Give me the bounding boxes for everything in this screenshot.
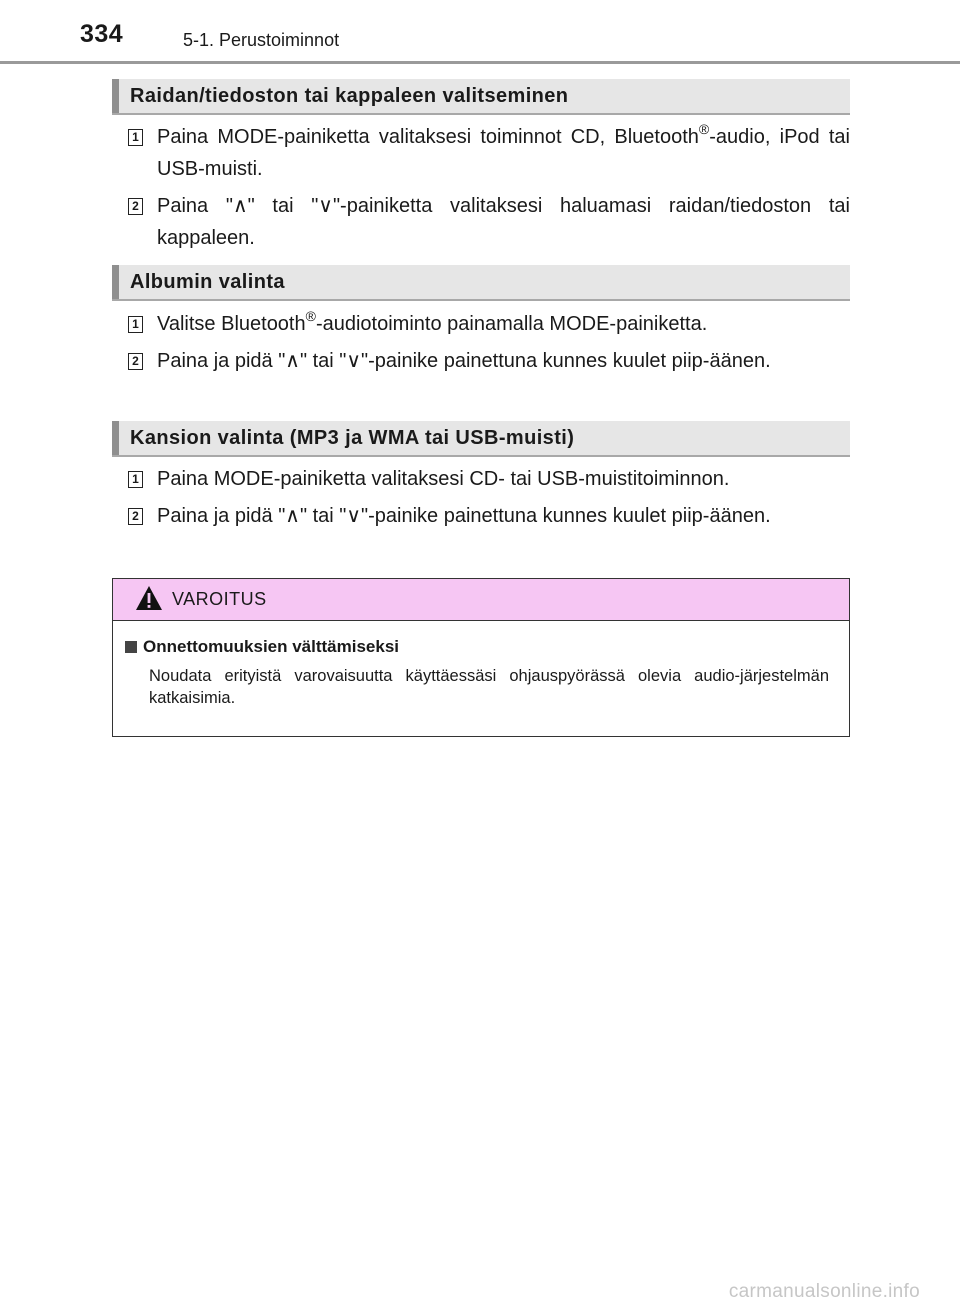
section-track-selection [112, 79, 850, 254]
step-item [128, 500, 850, 532]
square-bullet-icon [125, 641, 137, 653]
section-heading [112, 265, 850, 301]
step-text: Paina MODE-painiketta valitaksesi CD- tai USB-muistitoiminnon. [157, 468, 730, 490]
step-item [128, 345, 850, 377]
chapter-title: 5-1. Perustoiminnot [183, 30, 340, 50]
warning-item-title [125, 637, 829, 657]
section-album-selection [112, 265, 850, 377]
step-text: Paina "∧" tai "∨"-painiketta valitaksesi haluamasi raidan/tiedoston tai kappaleen. [157, 195, 850, 249]
footer-watermark-url: carmanualsonline.info [728, 1281, 920, 1302]
registered-mark: ® [698, 121, 710, 137]
step-number: 2 [128, 198, 143, 215]
page-header [0, 0, 960, 60]
page-number: 334 [80, 20, 124, 48]
step-number: 1 [128, 129, 143, 146]
step-number: 2 [128, 353, 143, 370]
section-heading-text: Albumin valinta [130, 271, 285, 293]
step-item [128, 463, 850, 495]
step-text: Paina ja pidä "∧" tai "∨"-painike painettuna kunnes kuulet piip-äänen. [157, 350, 771, 372]
warning-text: Noudata erityistä varovaisuutta käyttäessäsi ohjauspyörässä olevia audio-järjestelmän katkaisimia. [149, 667, 829, 707]
step-text: Paina ja pidä "∧" tai "∨"-painike painettuna kunnes kuulet piip-äänen. [157, 505, 771, 527]
step-item [128, 190, 850, 254]
step-item [128, 308, 850, 340]
section-heading-text: Raidan/tiedoston tai kappaleen valitseminen [130, 85, 569, 107]
step-number: 1 [128, 316, 143, 333]
step-number: 1 [128, 471, 143, 488]
section-heading [112, 421, 850, 457]
section-folder-selection [112, 421, 850, 532]
step-number: 2 [128, 508, 143, 525]
warning-item-heading: Onnettomuuksien välttämiseksi [143, 637, 400, 656]
section-heading [112, 79, 850, 115]
header-divider [0, 61, 960, 64]
registered-mark: ® [305, 308, 316, 324]
section-heading-text: Kansion valinta (MP3 ja WMA tai USB-muisti) [130, 427, 575, 449]
warning-box [112, 578, 850, 737]
warning-header [113, 579, 849, 621]
step-text: -audiotoiminto painamalla MODE-painiketta. [315, 313, 708, 335]
step-item [128, 121, 850, 185]
step-text: Valitse Bluetooth [157, 313, 306, 335]
warning-body [113, 621, 849, 709]
step-text: Paina MODE-painiketta valitaksesi toiminnot CD, Bluetooth [157, 126, 699, 148]
step-text: -audio, iPod tai USB-muisti. [157, 126, 851, 180]
warning-title: VAROITUS [172, 589, 267, 609]
warning-triangle-icon [135, 585, 163, 616]
